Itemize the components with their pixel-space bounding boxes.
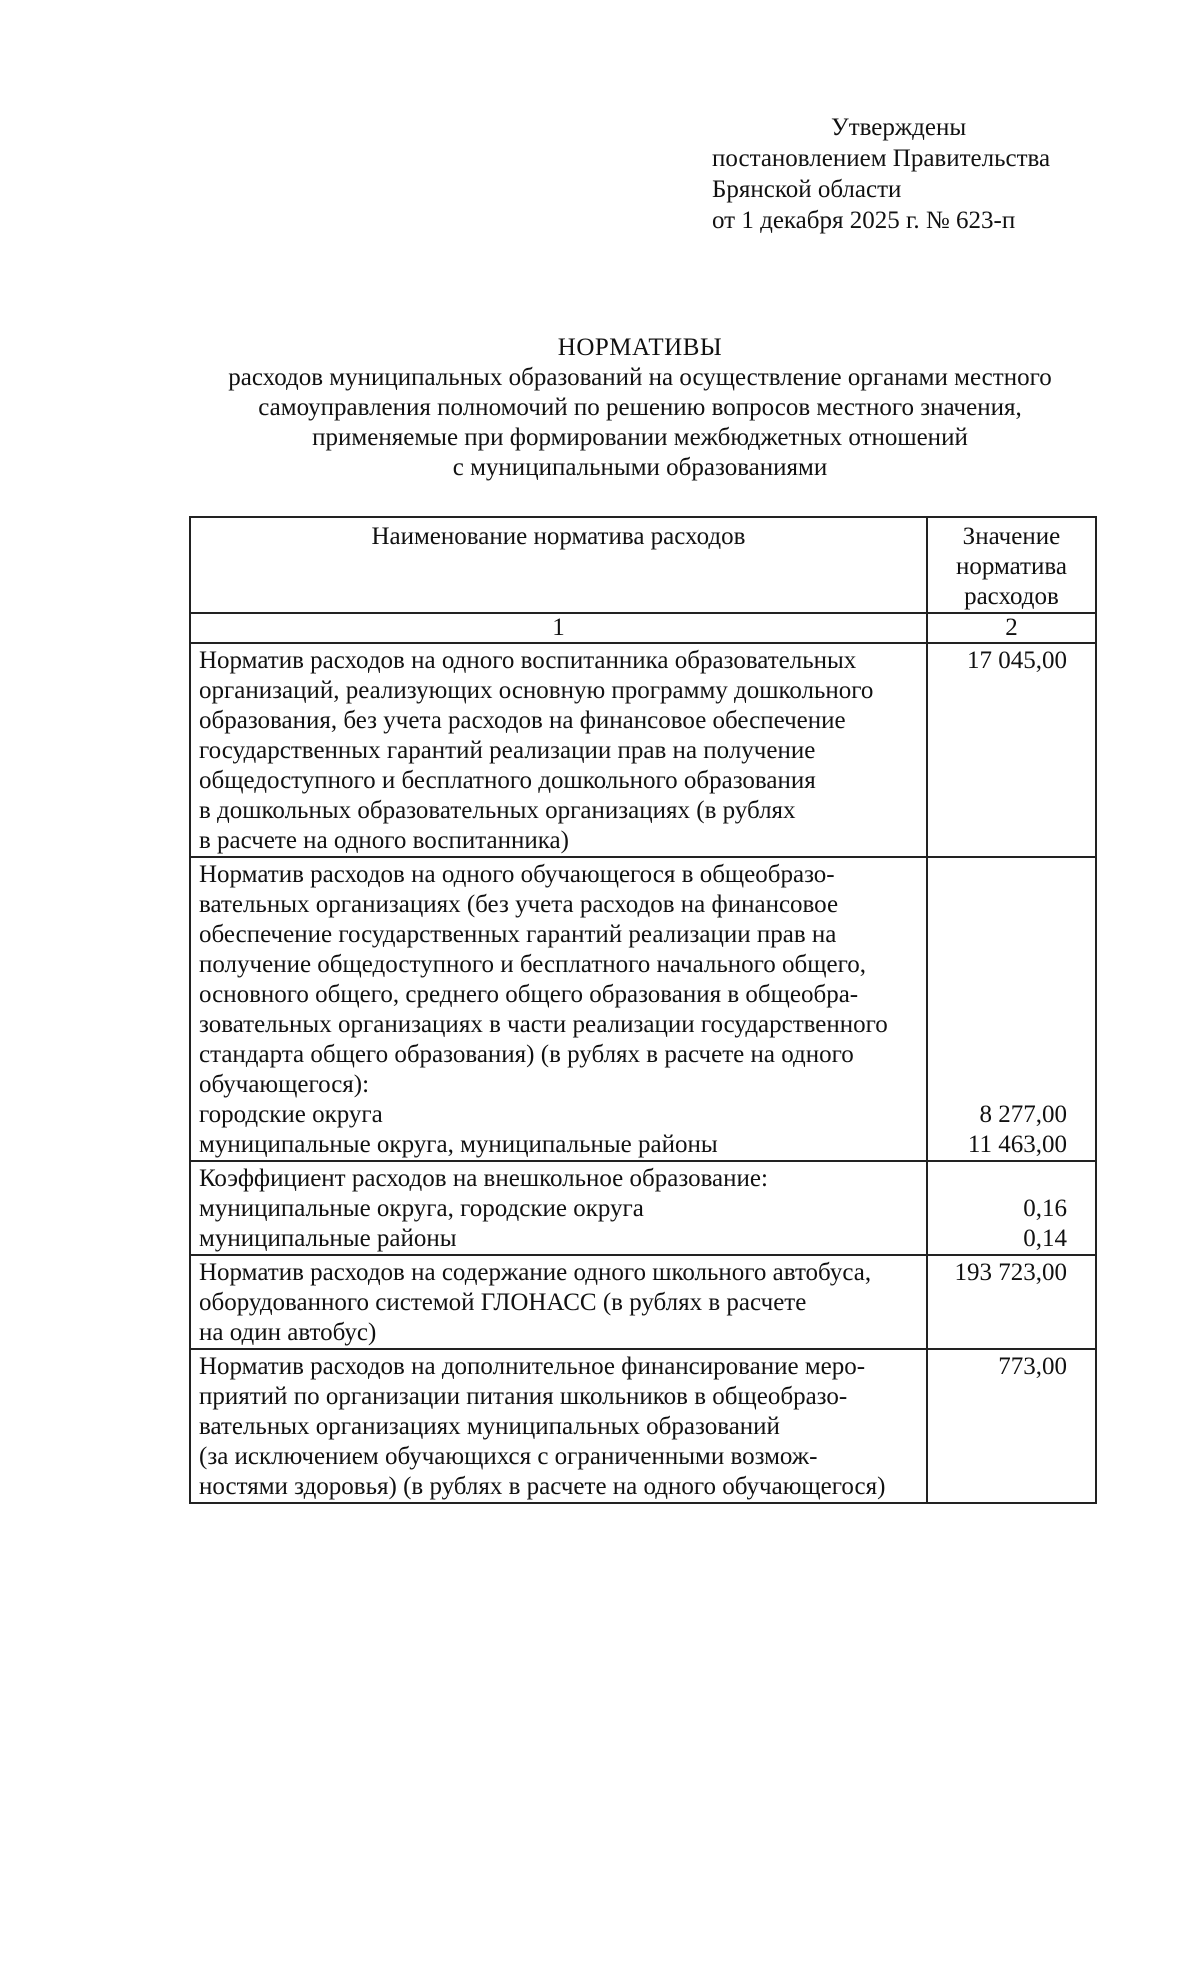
approval-line: постановлением Правительства <box>712 145 1051 172</box>
title-subtitle-line: расходов муниципальных образований на осуществление органами местного <box>228 364 1052 391</box>
value-text: 193 723,00 <box>954 1259 1067 1286</box>
row-text-line: Норматив расходов на одного обучающегося в общеобразо- <box>199 861 835 888</box>
header-value-line: норматива <box>955 553 1067 580</box>
row-text-line: организаций, реализующих основную программу дошкольного <box>199 677 874 704</box>
row-value <box>927 1349 1096 1503</box>
value-text: 773,00 <box>998 1353 1067 1380</box>
row-text-line: (за исключением обучающихся с ограниченными возмож- <box>199 1443 818 1470</box>
row-description <box>190 1349 927 1503</box>
row-value <box>927 1255 1096 1349</box>
row-text-line: вательных организациях муниципальных образований <box>199 1413 780 1440</box>
approval-line: от 1 декабря 2025 г. № 623-п <box>712 207 1016 234</box>
row-text-line: приятий по организации питания школьников в общеобразо- <box>199 1383 848 1410</box>
sub-item-value: 0,14 <box>1023 1225 1067 1252</box>
row-text-line: обучающегося): <box>199 1071 370 1098</box>
column-number: 1 <box>190 613 927 643</box>
row-description <box>190 643 927 857</box>
table-row <box>190 857 1096 1161</box>
sub-item-label: муниципальные округа, муниципальные районы <box>199 1131 718 1158</box>
column-number-row <box>190 613 1096 643</box>
row-text-line: Коэффициент расходов на внешкольное образование: <box>199 1165 768 1192</box>
header-col-value <box>927 517 1096 613</box>
row-description <box>190 1255 927 1349</box>
row-text-line: Норматив расходов на содержание одного школьного автобуса, <box>199 1259 872 1286</box>
header-value-line: Значение <box>962 523 1061 550</box>
title-subtitle-line: с муниципальными образованиями <box>452 454 828 481</box>
sub-item-label: городские округа <box>199 1101 383 1128</box>
table-row <box>190 1255 1096 1349</box>
approval-stamp <box>712 112 1050 236</box>
approval-line: Брянской области <box>712 176 902 203</box>
row-text-line: вательных организациях (без учета расходов на финансовое <box>199 891 839 918</box>
table-row <box>190 1349 1096 1503</box>
row-description <box>190 857 927 1161</box>
row-text-line: на один автобус) <box>199 1319 377 1346</box>
row-text-line: образования, без учета расходов на финансовое обеспечение <box>199 707 846 734</box>
table-row <box>190 643 1096 857</box>
header-value-line: расходов <box>964 583 1059 610</box>
row-text-line: оборудованного системой ГЛОНАСС (в рублях в расчете <box>199 1289 807 1316</box>
row-text-line: ностями здоровья) (в рублях в расчете на одного обучающегося) <box>199 1473 886 1500</box>
row-value <box>927 857 1096 1161</box>
row-text-line: получение общедоступного и бесплатного начального общего, <box>199 951 866 978</box>
row-text-line: Норматив расходов на дополнительное финансирование меро- <box>199 1353 866 1380</box>
row-text-line: государственных гарантий реализации прав на получение <box>199 737 816 764</box>
sub-item-label: муниципальные районы <box>199 1225 457 1252</box>
title-heading: НОРМАТИВЫ <box>557 334 723 361</box>
row-text-line: в дошкольных образовательных организациях (в рублях <box>199 797 796 824</box>
approval-line: Утверждены <box>831 114 967 141</box>
row-value <box>927 643 1096 857</box>
header-col-name: Наименование норматива расходов <box>190 517 927 613</box>
column-number: 2 <box>927 613 1096 643</box>
row-text-line: основного общего, среднего общего образования в общеобра- <box>199 981 859 1008</box>
row-text-line: стандарта общего образования) (в рублях в расчете на одного <box>199 1041 854 1068</box>
title-subtitle-line: применяемые при формировании межбюджетных отношений <box>312 424 968 451</box>
value-text: 17 045,00 <box>967 647 1067 674</box>
norms-table <box>189 516 1097 1504</box>
title-subtitle-line: самоуправления полномочий по решению вопросов местного значения, <box>258 394 1022 421</box>
row-description <box>190 1161 927 1255</box>
row-value <box>927 1161 1096 1255</box>
row-text-line: в расчете на одного воспитанника) <box>199 827 569 854</box>
sub-item-value: 11 463,00 <box>967 1131 1067 1158</box>
sub-item-value: 8 277,00 <box>979 1101 1067 1128</box>
table-row <box>190 1161 1096 1255</box>
row-text-line: общедоступного и бесплатного дошкольного образования <box>199 767 816 794</box>
row-text-line: Норматив расходов на одного воспитанника образовательных <box>199 647 857 674</box>
row-text-line: зовательных организациях в части реализации государственного <box>199 1011 888 1038</box>
sub-item-label: муниципальные округа, городские округа <box>199 1195 644 1222</box>
row-text-line: обеспечение государственных гарантий реализации прав на <box>199 921 837 948</box>
table-header-row <box>190 517 1096 613</box>
document-title <box>140 333 1140 483</box>
sub-item-value: 0,16 <box>1023 1195 1067 1222</box>
